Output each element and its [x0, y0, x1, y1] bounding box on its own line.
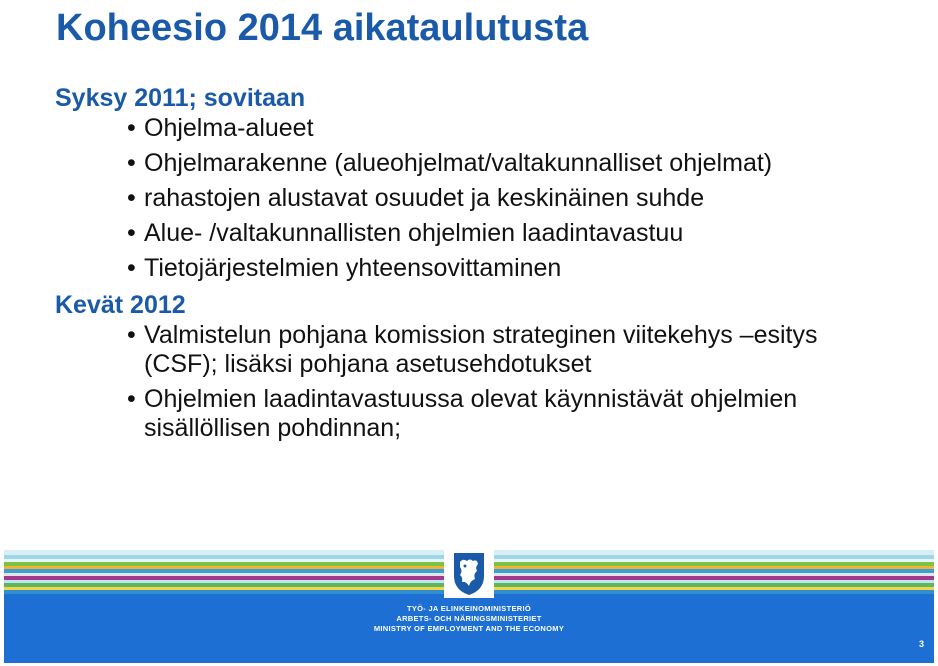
bullet-item: • Ohjelmarakenne (alueohjelmat/valtakunnalliset ohjelmat) — [127, 149, 915, 178]
bullet-item: • Valmistelun pohjana komission strateginen viitekehys –esitys (CSF); lisäksi pohjana asetusehdotukset — [127, 321, 884, 379]
bullet-item: • Ohjelmien laadintavastuussa olevat käynnistävät ohjelmien sisällöllisen pohdinnan; — [127, 385, 864, 443]
bullet-item: • Tietojärjestelmien yhteensovittaminen — [127, 254, 915, 283]
slide-title: Koheesio 2014 aikataulutusta — [56, 7, 589, 49]
bullet-list-autumn — [55, 114, 915, 283]
section-heading-spring: Kevät 2012 — [55, 291, 186, 319]
bullet-item: • Alue- /valtakunnallisten ohjelmien laadintavastuu — [127, 219, 915, 248]
slide-content — [55, 82, 915, 449]
section-heading-autumn: Syksy 2011; sovitaan — [55, 84, 306, 112]
bullet-item: • rahastojen alustavat osuudet ja keskinäinen suhde — [127, 184, 915, 213]
ministry-name-en: MINISTRY OF EMPLOYMENT AND THE ECONOMY — [373, 624, 565, 633]
bullet-list-spring — [55, 321, 915, 443]
ministry-name-sv: ARBETS- OCH NÄRINGSMINISTERIET — [396, 614, 542, 623]
lion-crest-icon — [451, 550, 487, 596]
page-number: 3 — [918, 639, 924, 649]
ministry-name-fi: TYÖ- JA ELINKEINOMINISTERIÖ — [406, 604, 532, 613]
bullet-item: • Ohjelma-alueet — [127, 114, 915, 143]
footer-banner — [4, 550, 934, 663]
ministry-name — [4, 604, 934, 634]
